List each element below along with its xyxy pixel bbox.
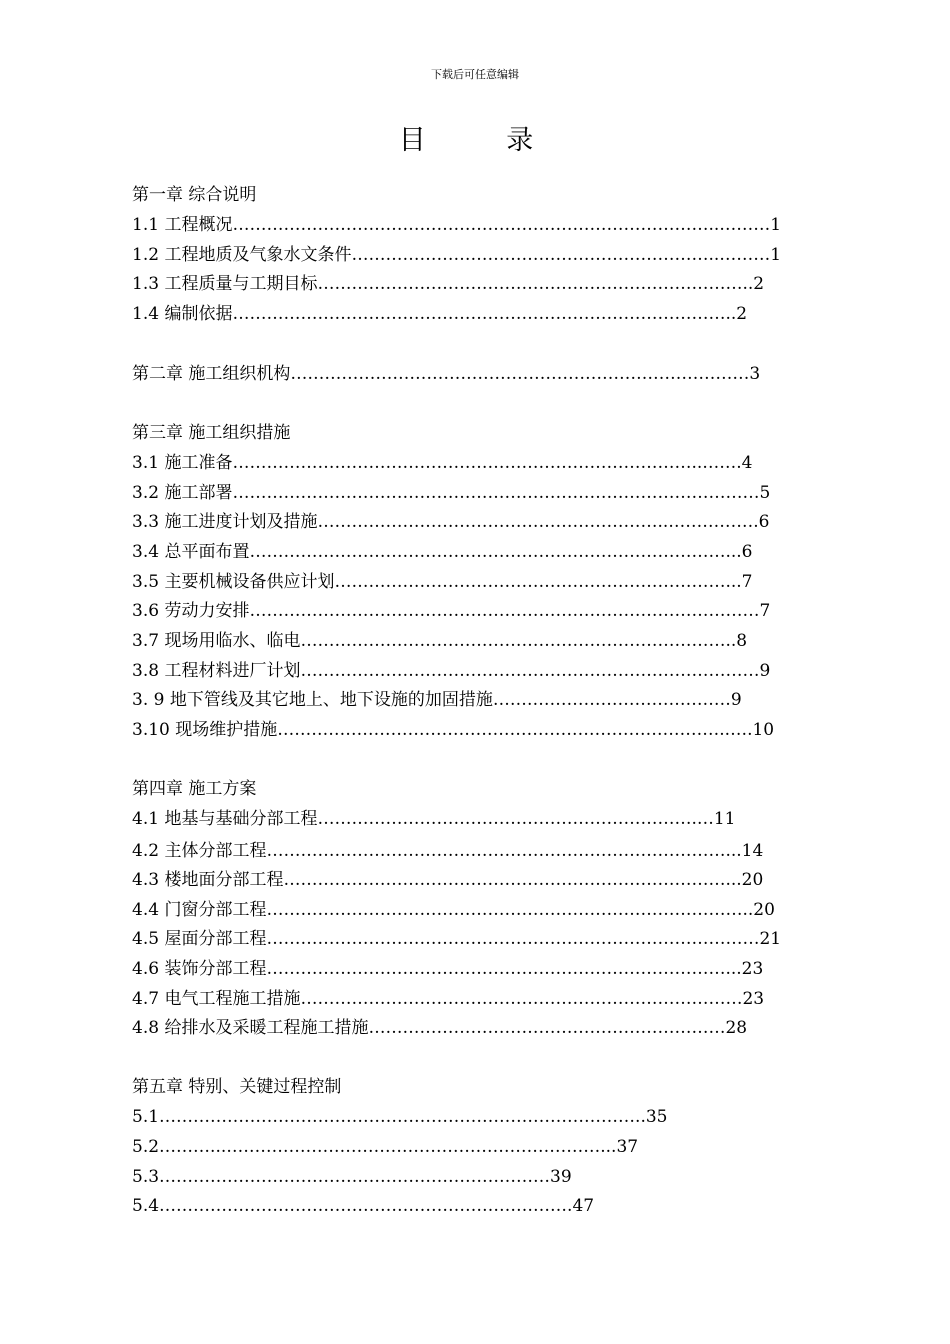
toc-entry: 1.3 工程质量与工期目标…………………………………………………………………..2 bbox=[132, 274, 765, 294]
toc-entry: 3.8 工程材料进厂计划………………………………………………………………………9 bbox=[132, 661, 771, 681]
toc-entry: 3.5 主要机械设备供应计划……………………………………………………………...7 bbox=[132, 572, 753, 592]
toc-entry: 3.4 总平面布置…………………………………………………………………………...6 bbox=[132, 542, 753, 562]
toc-entry: 3.7 现场用临水、临电…………………………………………………………………..8 bbox=[132, 631, 748, 651]
toc-entry: 4.7 电气工程施工措施……………………………………………………………………23 bbox=[132, 989, 765, 1009]
toc-entry: 3.3 施工进度计划及措施……………………………………………………..…………….6 bbox=[132, 512, 770, 532]
toc-entry: 4.8 给排水及采暖工程施工措施………………………………………………………28 bbox=[132, 1018, 748, 1038]
toc-entry: 5.4……………………………………………………………….47 bbox=[132, 1196, 595, 1216]
toc-entry: 3.2 施工部署…………………………………………………………………………………5 bbox=[132, 483, 771, 503]
chapter-heading: 第五章 特别、关键过程控制 bbox=[132, 1077, 342, 1097]
toc-entry: 5.2………...…………………………………………………………...37 bbox=[132, 1137, 639, 1157]
toc-entry: 4.2 主体分部工程………………………………………………………………………...14 bbox=[132, 841, 764, 861]
toc-entry: 4.3 楼地面分部工程……………………………………………………………………...20 bbox=[132, 870, 764, 890]
toc-entry: 3.1 施工准备………………………………………………………………………..…….4 bbox=[132, 453, 753, 473]
page-header: 下载后可任意编辑 bbox=[431, 68, 519, 81]
chapter-heading: 第四章 施工方案 bbox=[132, 779, 257, 799]
toc-entry: 1.1 工程概况…………………………………………………………………………..………1 bbox=[132, 215, 782, 235]
toc-entry: 3.6 劳动力安排………………………………………………………………………………7 bbox=[132, 601, 771, 621]
toc-entry: 4.4 门窗分部工程…………………………………………………………………………..20 bbox=[132, 900, 775, 920]
chapter-heading: 第一章 综合说明 bbox=[132, 185, 257, 205]
toc-entry: 3. 9 地下管线及其它地上、地下设施的加固措施……………………………………9 bbox=[132, 690, 742, 710]
page-title: 目 录 bbox=[398, 125, 570, 156]
toc-entry: 3.10 现场维护措施……………………………………………………………………..….10 bbox=[132, 720, 775, 740]
chapter-heading: 第三章 施工组织措施 bbox=[132, 423, 291, 443]
toc-entry: 第二章 施工组织机构………………………………………………………………………3 bbox=[132, 364, 761, 384]
toc-entry: 4.5 屋面分部工程……………………………………………………………………………21 bbox=[132, 929, 782, 949]
toc-entry: 4.6 装饰分部工程………………………………………………………………………...23 bbox=[132, 959, 764, 979]
toc-entry: 4.1 地基与基础分部工程………………………………………………………….…11 bbox=[132, 809, 736, 829]
toc-entry: 5.3……………………………………………………………39 bbox=[132, 1167, 572, 1187]
toc-entry: 1.2 工程地质及气象水文条件………………………………………………………..………1 bbox=[132, 245, 782, 265]
toc-entry: 5.1…………………………………………………………………………..35 bbox=[132, 1107, 668, 1127]
toc-entry: 1.4 编制依据……………………………………………………………………………..2 bbox=[132, 304, 748, 324]
